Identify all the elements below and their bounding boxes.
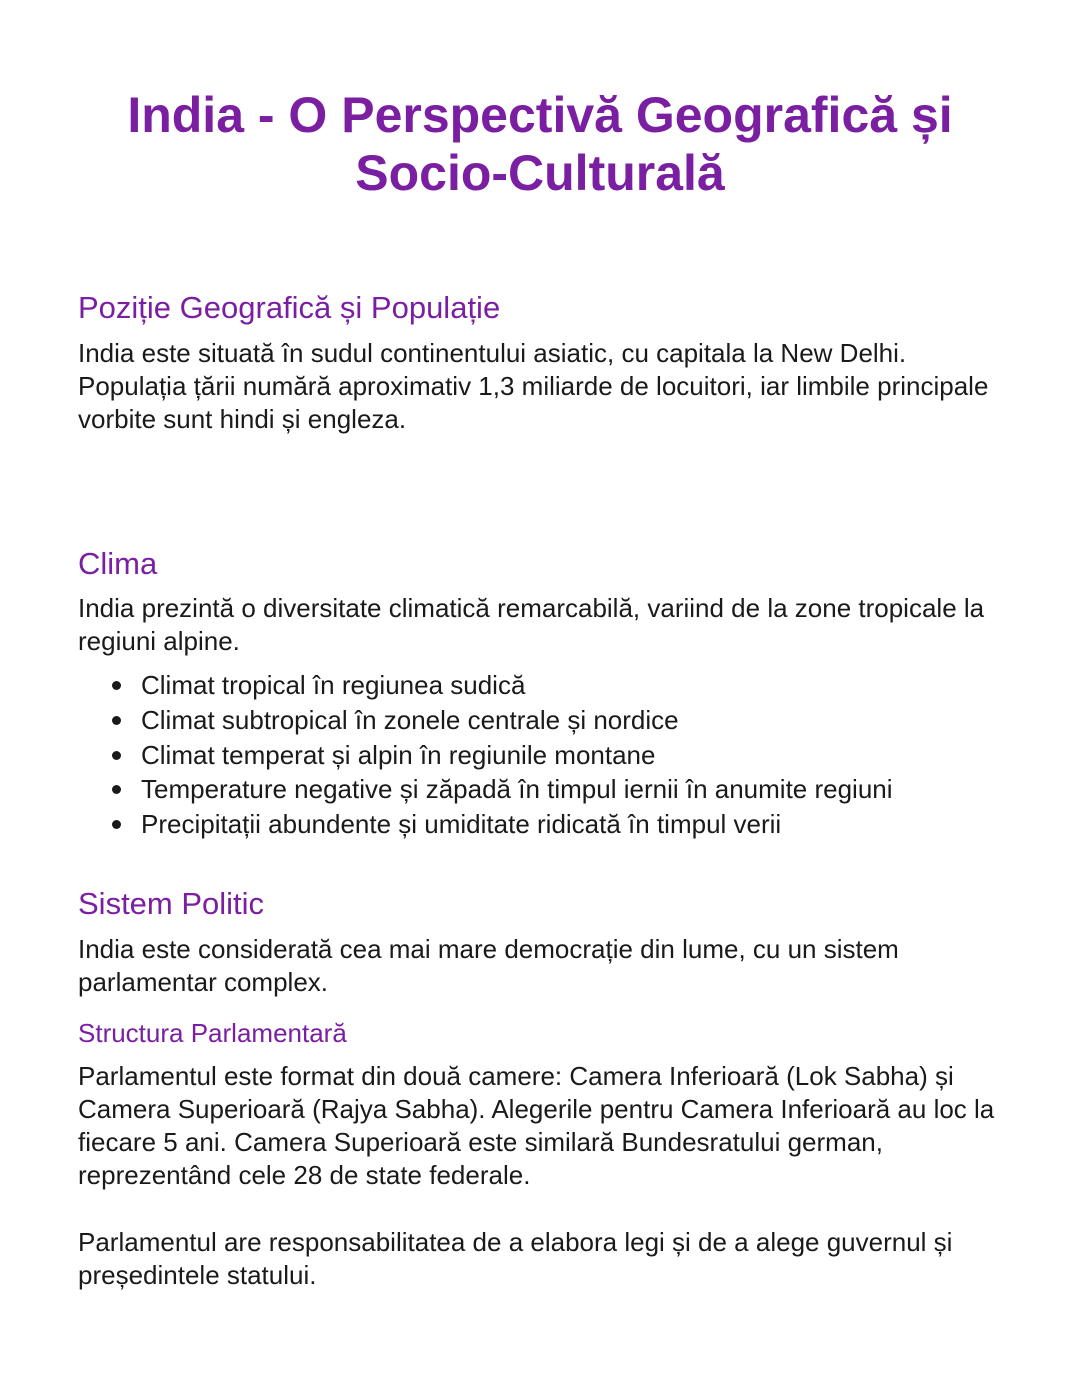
section-heading-geography: Poziție Geografică și Populație	[78, 290, 501, 325]
bullet-icon	[112, 681, 121, 690]
paragraph-climate: India prezintă o diversitate climatică remarcabilă, variind de la zone tropicale la regiuni alpine.	[78, 593, 985, 656]
paragraph-geography: India este situată în sudul continentului asiatic, cu capitala la New Delhi. Populația țării numără aproximativ 1,3 miliarde de locuitori, iar limbile principale vorbite sunt hindi și engleza.	[78, 338, 989, 434]
page-title: India - O Perspectivă Geografică și Socio-Culturală	[127, 87, 953, 201]
list-item	[78, 668, 1010, 703]
list-item-text: Climat tropical în regiunea sudică	[141, 670, 526, 700]
bullet-icon	[112, 716, 121, 725]
paragraph-parliament-role: Parlamentul are responsabilitatea de a elabora legi și de a alege guvernul și președintele statului.	[78, 1227, 953, 1290]
list-item-text: Climat subtropical în zonele centrale și nordice	[141, 704, 679, 735]
list-item	[78, 807, 1010, 842]
paragraph-politics: India este considerată cea mai mare democrație din lume, cu un sistem parlamentar complex.	[78, 934, 899, 997]
bullet-icon	[112, 820, 121, 829]
subsection-heading-parliament: Structura Parlamentară	[78, 1018, 347, 1048]
bullet-icon	[112, 785, 121, 794]
list-item	[78, 772, 1010, 807]
section-heading-politics: Sistem Politic	[78, 886, 265, 921]
list-item-text: Climat temperat și alpin în regiunile montane	[141, 739, 656, 770]
section-heading-climate: Clima	[78, 546, 158, 581]
list-item	[78, 703, 1010, 738]
list-item-text: Precipitații abundente și umiditate ridicată în timpul verii	[141, 809, 782, 840]
bullet-icon	[112, 751, 121, 760]
climate-list	[78, 668, 1010, 842]
list-item-text: Temperature negative și zăpadă în timpul iernii în anumite regiuni	[141, 774, 893, 805]
list-item	[78, 738, 1010, 773]
paragraph-parliament-structure: Parlamentul este format din două camere: Camera Inferioară (Lok Sabha) și Camera Superioară (Rajya Sabha). Alegerile pentru Camera Inferioară au loc la fiecare 5 ani. Camera Superioară este similară Bundesratului german, reprezentând cele 28 de state federale.	[78, 1061, 995, 1190]
